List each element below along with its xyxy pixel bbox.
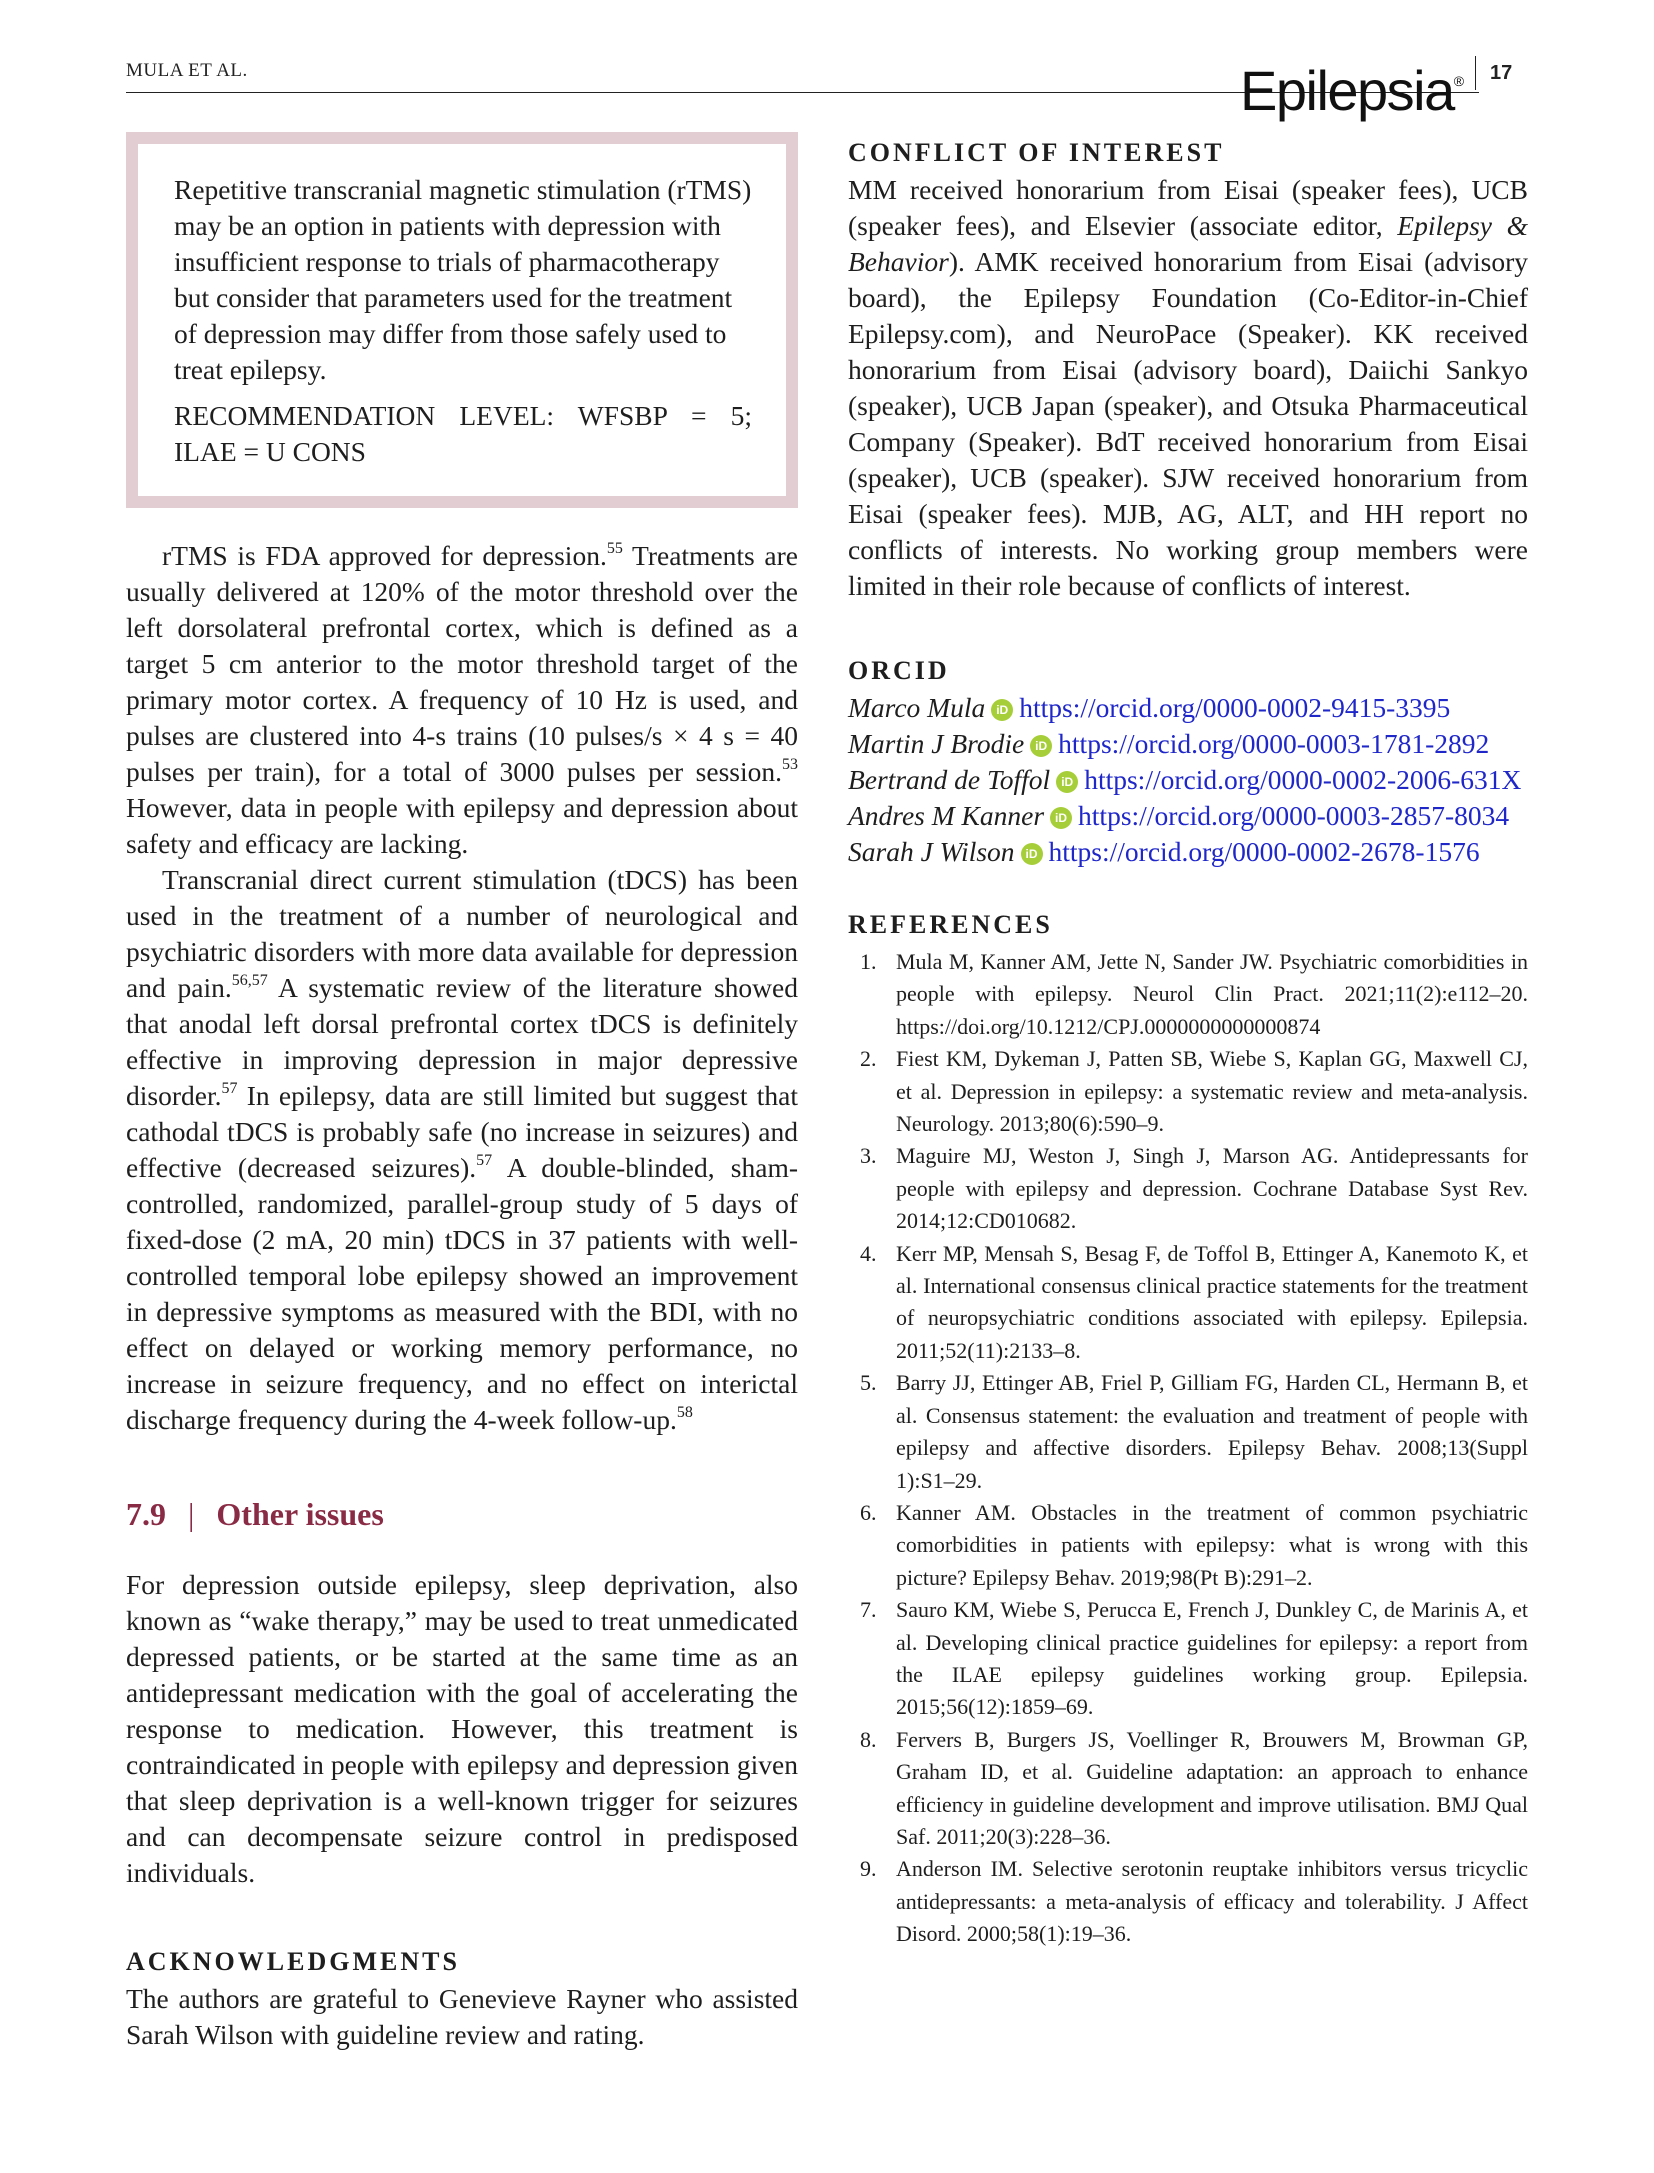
citation[interactable]: 55 bbox=[606, 540, 623, 557]
journal-logo bbox=[1240, 58, 1463, 123]
section-number: 7.9 bbox=[126, 1496, 166, 1532]
citation[interactable]: 57 bbox=[221, 1080, 238, 1097]
orcid-entry: Marco Mula iD https://orcid.org/0000-0002-9415-3395 bbox=[848, 692, 1451, 723]
acknowledgments-section bbox=[126, 1947, 798, 2053]
right-column bbox=[848, 138, 1528, 1951]
registered-mark: ® bbox=[1453, 73, 1463, 89]
header-divider bbox=[1475, 56, 1476, 90]
citation[interactable]: 57 bbox=[476, 1152, 493, 1169]
citation[interactable]: 56,57 bbox=[231, 972, 268, 989]
reference-item: 7. Sauro KM, Wiebe S, Perucca E, French J, Dunkley C, de Marinis A, et al. Developing clinical practice guidelines for epilepsy: a report from the ILAE epilepsy guidelines working group. Epilepsia. 2015;56(12):1859–69. bbox=[860, 1597, 1528, 1720]
orcid-icon: iD bbox=[991, 699, 1013, 721]
orcid-icon: iD bbox=[1021, 843, 1043, 865]
citation[interactable]: 58 bbox=[676, 1404, 693, 1421]
paragraph-rtms: rTMS is FDA approved for depression.$^{55}$ Treatments are usually delivered at 120% of the motor threshold over the left dorsolateral prefrontal cortex, which is defined as a target 5 cm anterior to the motor threshold target of the primary motor cortex. A frequency of 10 Hz is used, and pulses are clustered into 4-s trains (10 pulses/s × 4 s = 40 pulses per train), for a total of 3000 pulses per session.$^{53}$ However, data in people with epilepsy and depression about safety and efficacy are lacking. bbox=[126, 540, 798, 859]
body-text-upper bbox=[126, 538, 798, 1438]
orcid-link[interactable]: https://orcid.org/0000-0002-2678-1576 bbox=[1048, 836, 1480, 867]
page-number: 17 bbox=[1490, 62, 1513, 84]
orcid-icon: iD bbox=[1056, 771, 1078, 793]
conflict-text: MM received honorarium from Eisai (speaker fees), UCB (speaker fees), and Elsevier (associate editor, Epilepsy & Behavior). AMK received honorarium from Eisai (advisory board), the Epilepsy Foundation (Co-Editor-in-Chief Epilepsy.com), and NeuroPace (Speaker). KK received honorarium from Eisai (advisory board), Daiichi Sankyo (speaker), UCB Japan (speaker), and Otsuka Pharmaceutical Company (Speaker). BdT received honorarium from Eisai (speaker), UCB (speaker). SJW received honorarium from Eisai (speaker fees). MJB, AG, ALT, and HH report no conflicts of interests. No working group members were limited in their role because of conflicts of interest. bbox=[848, 174, 1528, 601]
orcid-link[interactable]: https://orcid.org/0000-0002-9415-3395 bbox=[1019, 692, 1451, 723]
reference-item: 5. Barry JJ, Ettinger AB, Friel P, Gilliam FG, Harden CL, Hermann B, et al. Consensus statement: the evaluation and treatment of people with epilepsy and affective disorders. Epilepsy Behav. 2008;13(Suppl 1):S1–29. bbox=[860, 1370, 1528, 1493]
recommendation-level: RECOMMENDATION LEVEL: WFSBP = 5; ILAE = U CONS bbox=[174, 400, 752, 467]
orcid-section bbox=[848, 656, 1528, 870]
body-text-lower bbox=[126, 1567, 798, 1891]
journal-name: Epilepsia bbox=[1240, 59, 1454, 122]
conflict-title: CONFLICT OF INTEREST bbox=[848, 138, 1225, 167]
recommendation-box bbox=[126, 132, 798, 508]
section-heading bbox=[126, 1496, 798, 1533]
references-title: REFERENCES bbox=[848, 910, 1053, 939]
reference-item: 9. Anderson IM. Selective serotonin reuptake inhibitors versus tricyclic antidepressants: a meta-analysis of efficacy and tolerability. J Affect Disord. 2000;58(1):19–36. bbox=[860, 1856, 1528, 1947]
paragraph-sleep-deprivation: For depression outside epilepsy, sleep deprivation, also known as “wake therapy,” may be used to treat unmedicated depressed patients, or be started at the same time as an antidepressant medication with the goal of accelerating the response to medication. However, this treatment is contraindicated in people with epilepsy and depression given that sleep deprivation is a well-known trigger for seizures and can decompensate seizure control in predisposed individuals. bbox=[126, 1569, 798, 1888]
acknowledgments-title: ACKNOWLEDGMENTS bbox=[126, 1947, 460, 1976]
orcid-link[interactable]: https://orcid.org/0000-0003-1781-2892 bbox=[1058, 728, 1490, 759]
reference-list bbox=[848, 946, 1528, 1951]
conflict-of-interest-section bbox=[848, 138, 1528, 604]
orcid-link[interactable]: https://orcid.org/0000-0003-2857-8034 bbox=[1078, 800, 1510, 831]
reference-item: 2. Fiest KM, Dykeman J, Patten SB, Wiebe S, Kaplan GG, Maxwell CJ, et al. Depression in epilepsy: a systematic review and meta-analysis. Neurology. 2013;80(6):590–9. bbox=[860, 1046, 1528, 1137]
recommendation-text: Repetitive transcranial magnetic stimulation (rTMS) may be an option in patients with depression with insufficient response to trials of pharmacotherapy but consider that parameters used for the treatment of depression may differ from those safely used to treat epilepsy. bbox=[174, 174, 752, 385]
running-header-authors: MULA ET AL. bbox=[126, 60, 248, 81]
reference-item: 4. Kerr MP, Mensah S, Besag F, de Toffol B, Ettinger A, Kanemoto K, et al. International consensus clinical practice statements for the treatment of neuropsychiatric conditions associated with epilepsy. Epilepsia. 2011;52(11):2133–8. bbox=[860, 1240, 1528, 1363]
orcid-entry: Andres M Kanner iD https://orcid.org/0000-0003-2857-8034 bbox=[848, 800, 1510, 831]
orcid-entry: Bertrand de Toffol iD https://orcid.org/0000-0002-2006-631X bbox=[848, 764, 1522, 795]
section-separator: | bbox=[188, 1496, 195, 1532]
orcid-icon: iD bbox=[1030, 735, 1052, 757]
reference-item: 6. Kanner AM. Obstacles in the treatment of common psychiatric comorbidities in patients with epilepsy: what is wrong with this picture? Epilepsy Behav. 2019;98(Pt B):291–2. bbox=[860, 1499, 1528, 1590]
orcid-entry: Martin J Brodie iD https://orcid.org/0000-0003-1781-2892 bbox=[848, 728, 1490, 759]
citation[interactable]: 53 bbox=[782, 756, 798, 773]
orcid-entry: Sarah J Wilson iD https://orcid.org/0000-0002-2678-1576 bbox=[848, 836, 1480, 867]
orcid-title: ORCID bbox=[848, 656, 950, 685]
paragraph-tdcs: Transcranial direct current stimulation (tDCS) has been used in the treatment of a number of neurological and psychiatric disorders with more data available for depression and pain.$^{56,57}$ A systematic review of the literature showed that anodal left dorsal prefrontal cortex tDCS is definitely effective in improving depression in major depressive disorder.$^{57}$ In epilepsy, data are still limited but suggest that cathodal tDCS is probably safe (no increase in seizures) and effective (decreased seizures).$^{57}$ A double-blinded, sham-controlled, randomized, parallel-group study of 5 days of fixed-dose (2 mA, 20 min) tDCS in 37 patients with well-controlled temporal lobe epilepsy showed an improvement in depressive symptoms as measured with the BDI, with no effect on delayed or working memory performance, no increase in seizure frequency, and no effect on interictal discharge frequency during the 4-week follow-up.$^{58}$ bbox=[126, 864, 798, 1435]
reference-item: 8. Fervers B, Burgers JS, Voellinger R, Brouwers M, Browman GP, Graham ID, et al. Guideline adaptation: an approach to enhance efficiency in guideline development and improve utilisation. BMJ Qual Saf. 2011;20(3):228–36. bbox=[860, 1726, 1528, 1849]
orcid-icon: iD bbox=[1050, 807, 1072, 829]
left-column bbox=[126, 132, 798, 2053]
reference-item: 3. Maguire MJ, Weston J, Singh J, Marson AG. Antidepressants for people with epilepsy and depression. Cochrane Database Syst Rev. 2014;12:CD010682. bbox=[860, 1143, 1528, 1234]
reference-item: 1. Mula M, Kanner AM, Jette N, Sander JW. Psychiatric comorbidities in people with epilepsy. Neurol Clin Pract. 2021;11(2):e112–20. https://doi.org/10.1212/CPJ.0000000000000874 bbox=[860, 949, 1528, 1039]
section-title: Other issues bbox=[216, 1496, 384, 1532]
references-section bbox=[848, 910, 1528, 1951]
acknowledgments-text: The authors are grateful to Genevieve Rayner who assisted Sarah Wilson with guideline review and rating. bbox=[126, 1983, 798, 2050]
orcid-link[interactable]: https://orcid.org/0000-0002-2006-631X bbox=[1084, 764, 1522, 795]
